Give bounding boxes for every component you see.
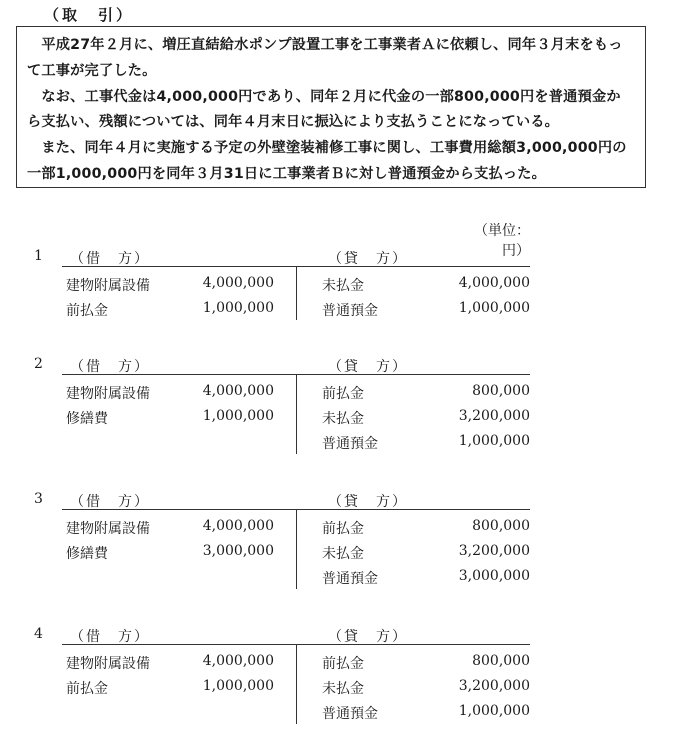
entry-divider [296, 509, 297, 589]
debit-amount: 1,000,000 [202, 408, 274, 424]
credit-amount: 1,000,000 [458, 300, 530, 316]
credit-header: （貸 方） [328, 251, 408, 267]
entry-number: 2 [34, 356, 43, 372]
debit-amount: 1,000,000 [202, 678, 274, 694]
entry-number: 1 [34, 248, 43, 264]
credit-account: 前払金 [322, 521, 364, 537]
debit-amount: 4,000,000 [202, 275, 274, 291]
credit-amount: 800,000 [472, 383, 530, 399]
credit-amount: 3,200,000 [458, 543, 530, 559]
transaction-paragraph-3: また、同年４月に実施する予定の外壁塗装補修工事に関し、工事費用総額3,000,000円の一部1,000,000円を同年３月31日に工事業者Ｂに対し普通預金から支払った。 [27, 140, 627, 182]
credit-header: （貸 方） [328, 629, 408, 645]
credit-account: 未払金 [322, 546, 364, 562]
credit-amount: 1,000,000 [458, 433, 530, 449]
debit-account: 建物附属設備 [66, 521, 150, 537]
credit-amount: 3,000,000 [458, 568, 530, 584]
credit-amount: 3,200,000 [458, 678, 530, 694]
credit-header: （貸 方） [328, 359, 408, 375]
journal-entry-4 [0, 626, 675, 726]
debit-account: 建物附属設備 [66, 278, 150, 294]
credit-amount: 800,000 [472, 518, 530, 534]
credit-account: 普通預金 [322, 436, 378, 452]
journal-entry-3 [0, 491, 675, 591]
unit-label: （単位：円） [474, 223, 530, 259]
credit-account: 普通預金 [322, 303, 378, 319]
credit-account: 普通預金 [322, 706, 378, 722]
transaction-heading: （取 引） [44, 6, 135, 24]
entry-number: 3 [34, 491, 43, 507]
debit-amount: 3,000,000 [202, 543, 274, 559]
credit-amount: 1,000,000 [458, 703, 530, 719]
debit-account: 建物附属設備 [66, 386, 150, 402]
debit-account: 前払金 [66, 681, 108, 697]
credit-amount: 800,000 [472, 653, 530, 669]
debit-header: （借 方） [70, 359, 150, 375]
credit-amount: 3,200,000 [458, 408, 530, 424]
debit-account: 前払金 [66, 303, 108, 319]
credit-amount: 4,000,000 [458, 275, 530, 291]
debit-amount: 1,000,000 [202, 300, 274, 316]
debit-account: 修繕費 [66, 411, 108, 427]
entry-number: 4 [34, 626, 43, 642]
debit-amount: 4,000,000 [202, 383, 274, 399]
debit-account: 修繕費 [66, 546, 108, 562]
transaction-description-box [16, 26, 646, 188]
debit-header: （借 方） [70, 251, 150, 267]
entry-divider [296, 644, 297, 724]
credit-account: 未払金 [322, 411, 364, 427]
debit-header: （借 方） [70, 629, 150, 645]
journal-entry-2 [0, 356, 675, 456]
credit-account: 普通預金 [322, 571, 378, 587]
entry-divider [296, 374, 297, 454]
credit-header: （貸 方） [328, 494, 408, 510]
debit-header: （借 方） [70, 494, 150, 510]
credit-account: 未払金 [322, 278, 364, 294]
journal-entry-1 [0, 248, 675, 348]
debit-amount: 4,000,000 [202, 653, 274, 669]
transaction-paragraph-2: なお、工事代金は4,000,000円であり、同年２月に代金の一部800,000円を普通預金から支払い、残額については、同年４月末日に振込により支払うことになっている。 [27, 88, 621, 131]
debit-amount: 4,000,000 [202, 518, 274, 534]
transaction-paragraph-1: 平成27年２月に、増圧直結給水ポンプ設置工事を工事業者Ａに依頼し、同年３月末をもって工事が完了した。 [27, 37, 623, 79]
credit-account: 未払金 [322, 681, 364, 697]
credit-account: 前払金 [322, 386, 364, 402]
entry-divider [296, 266, 297, 320]
credit-account: 前払金 [322, 656, 364, 672]
debit-account: 建物附属設備 [66, 656, 150, 672]
